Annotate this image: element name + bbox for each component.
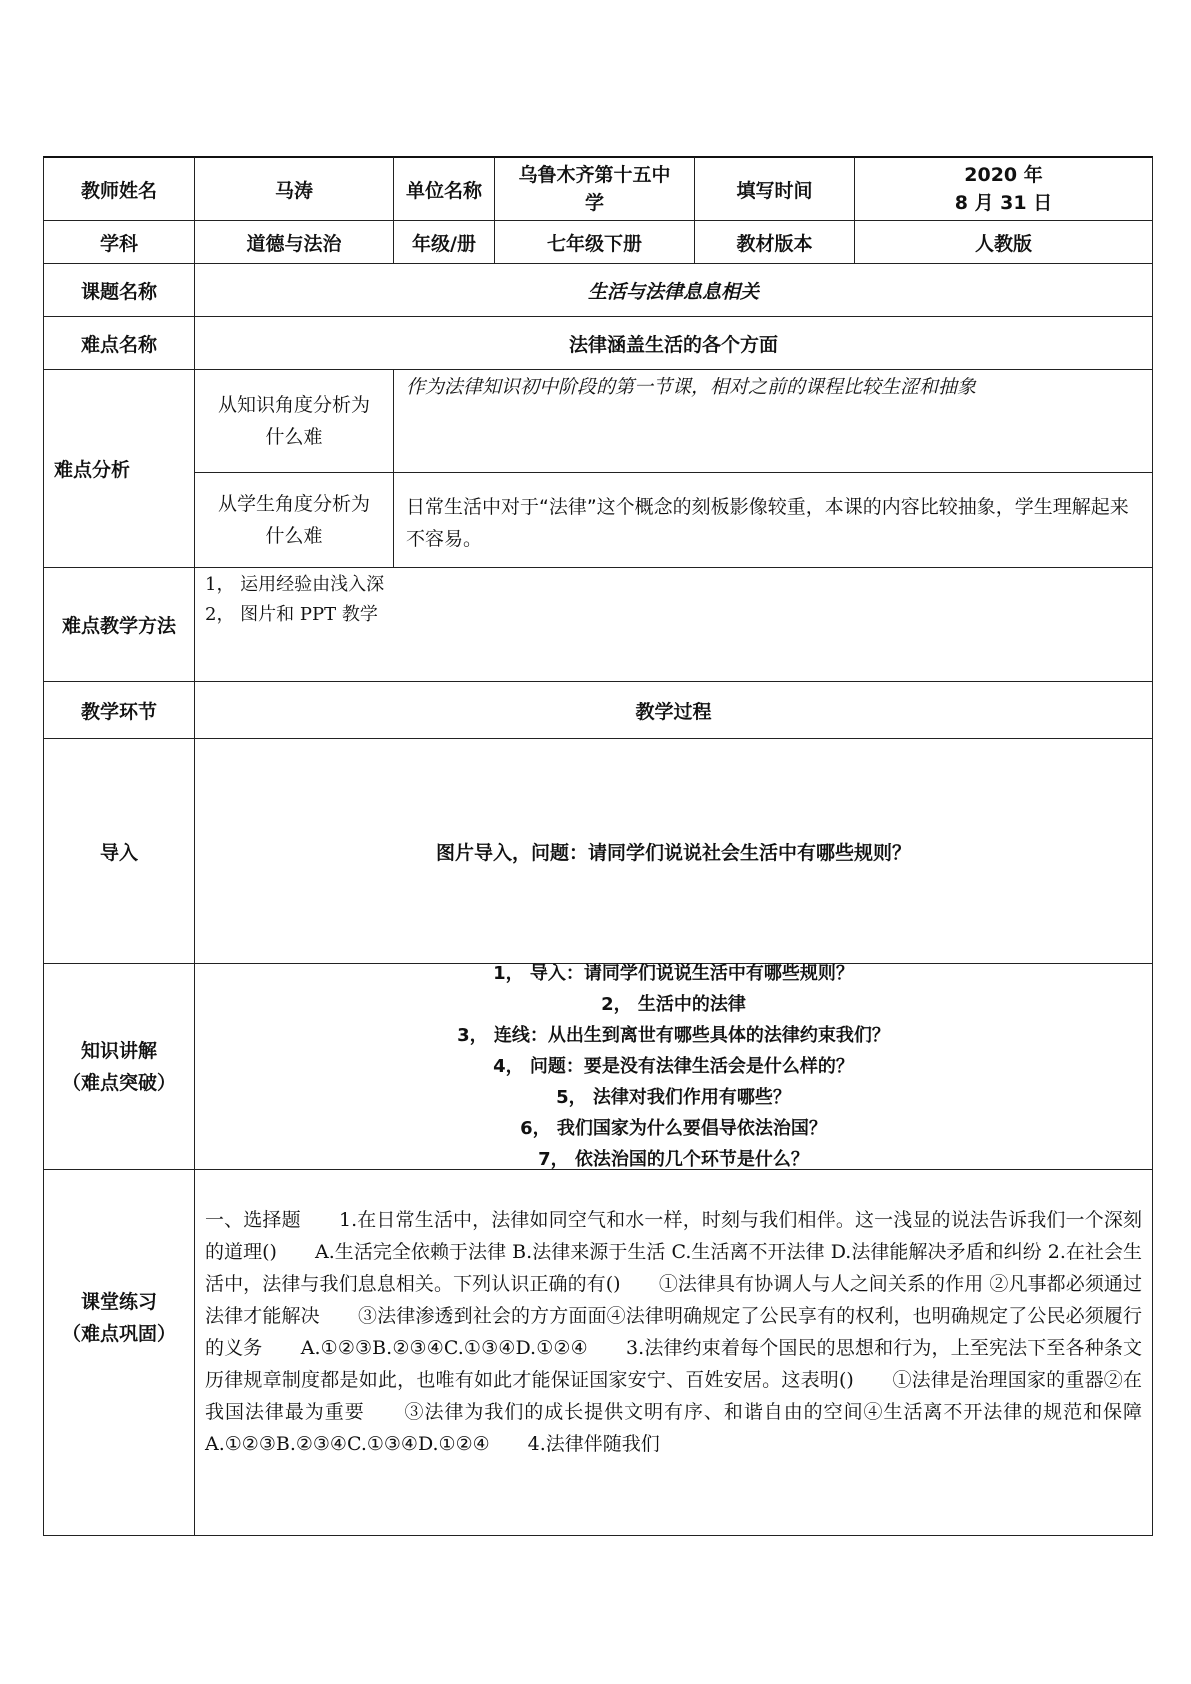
knowledge-list — [194, 963, 1153, 1170]
knowledge-angle-text: 作为法律知识初中阶段的第一节课，相对之前的课程比较生涩和抽象 — [393, 369, 1153, 473]
method-label: 难点教学方法 — [43, 567, 195, 682]
subject-value: 道德与法治 — [194, 220, 394, 264]
student-angle-line1: 从学生角度分析为 — [217, 493, 370, 515]
intro-text: 图片导入，问题：请同学们说说社会生活中有哪些规则？ — [194, 738, 1153, 964]
student-angle-label — [194, 472, 394, 568]
edition-value: 人教版 — [854, 220, 1153, 264]
fill-date-line2: 8 月 31 日 — [954, 192, 1053, 214]
unit-name-line1: 乌鲁木齐第十五中 — [518, 164, 671, 186]
practice-text: 一、选择题 1.在日常生活中，法律如同空气和水一样，时刻与我们相伴。这一浅显的说法告诉我们一个深刻的道理() A.生活完全依赖于法律 B.法律来源于生活 C.生活离不开法律 D.法律能解决矛盾和纠纷 2.在社会生活中，法律与我们息息相关。下列认识正确的有() ①法律具有协调人与人之间关系的作用 ②凡事都必须通过法律才能解决 ③法律渗透到社会的方方面面④法律明确规定了公民享有的权利，也明确规定了公民必须履行的义务 A.①②③B.②③④C.①③④D.①②④ 3.法律约束着每个国民的思想和行为，上至宪法下至各种条文历律规章制度都是如此，也唯有如此才能保证国家安宁、百姓安居。这表明() ①法律是治理国家的重器②在我国法律最为重要 ③法律为我们的成长提供文明有序、和谐自由的空间④生活离不开法律的规范和保障 A.①②③B.②③④C.①③④D.①②④ 4.法律伴随我们 — [194, 1169, 1153, 1536]
teacher-name-label: 教师姓名 — [43, 156, 195, 221]
knowledge-item: 4， 问题：要是没有法律生活会是什么样的？ — [493, 1056, 854, 1077]
knowledge-item: 1， 导入：请同学们说说生活中有哪些规则？ — [493, 963, 854, 984]
method-list — [194, 567, 1153, 682]
teacher-name-value: 马涛 — [194, 156, 394, 221]
topic-label: 课题名称 — [43, 263, 195, 317]
difficulty-value: 法律涵盖生活的各个方面 — [194, 316, 1153, 370]
knowledge-label-line2: （难点突破） — [61, 1071, 176, 1094]
unit-name-value — [494, 156, 695, 221]
practice-label-line2: （难点巩固） — [61, 1322, 176, 1345]
knowledge-item: 3， 连线：从出生到离世有哪些具体的法律约束我们？ — [457, 1025, 890, 1046]
grade-value: 七年级下册 — [494, 220, 695, 264]
fill-date-line1: 2020 年 — [964, 164, 1043, 186]
knowledge-label-line1: 知识讲解 — [80, 1039, 157, 1062]
unit-name-line2: 学 — [584, 192, 604, 214]
method-item: 2， 图片和 PPT 教学 — [205, 604, 378, 625]
teaching-stage-label: 教学环节 — [43, 681, 195, 739]
fill-date-label: 填写时间 — [694, 156, 855, 221]
fill-date-value — [854, 156, 1153, 221]
unit-name-label: 单位名称 — [393, 156, 495, 221]
student-angle-text: 日常生活中对于“法律”这个概念的刻板影像较重，本课的内容比较抽象，学生理解起来不容易。 — [393, 472, 1153, 568]
edition-label: 教材版本 — [694, 220, 855, 264]
knowledge-angle-line2: 什么难 — [265, 426, 323, 448]
knowledge-angle-label — [194, 369, 394, 473]
knowledge-angle-line1: 从知识角度分析为 — [217, 394, 370, 416]
grade-label: 年级/册 — [393, 220, 495, 264]
difficulty-label: 难点名称 — [43, 316, 195, 370]
knowledge-item: 5， 法律对我们作用有哪些？ — [556, 1087, 791, 1108]
lesson-plan-table — [43, 156, 1181, 1536]
knowledge-item: 6， 我们国家为什么要倡导依法治国？ — [520, 1118, 827, 1139]
knowledge-item: 2， 生活中的法律 — [601, 994, 746, 1015]
method-item: 1， 运用经验由浅入深 — [205, 574, 385, 595]
teaching-process-label: 教学过程 — [194, 681, 1153, 739]
subject-label: 学科 — [43, 220, 195, 264]
intro-label: 导入 — [43, 738, 195, 964]
student-angle-line2: 什么难 — [265, 525, 323, 547]
topic-value: 生活与法律息息相关 — [194, 263, 1153, 317]
practice-label — [43, 1169, 195, 1536]
practice-label-line1: 课堂练习 — [80, 1290, 157, 1313]
knowledge-label — [43, 963, 195, 1170]
analysis-label: 难点分析 — [43, 369, 195, 568]
knowledge-item: 7， 依法治国的几个环节是什么？ — [538, 1149, 809, 1170]
